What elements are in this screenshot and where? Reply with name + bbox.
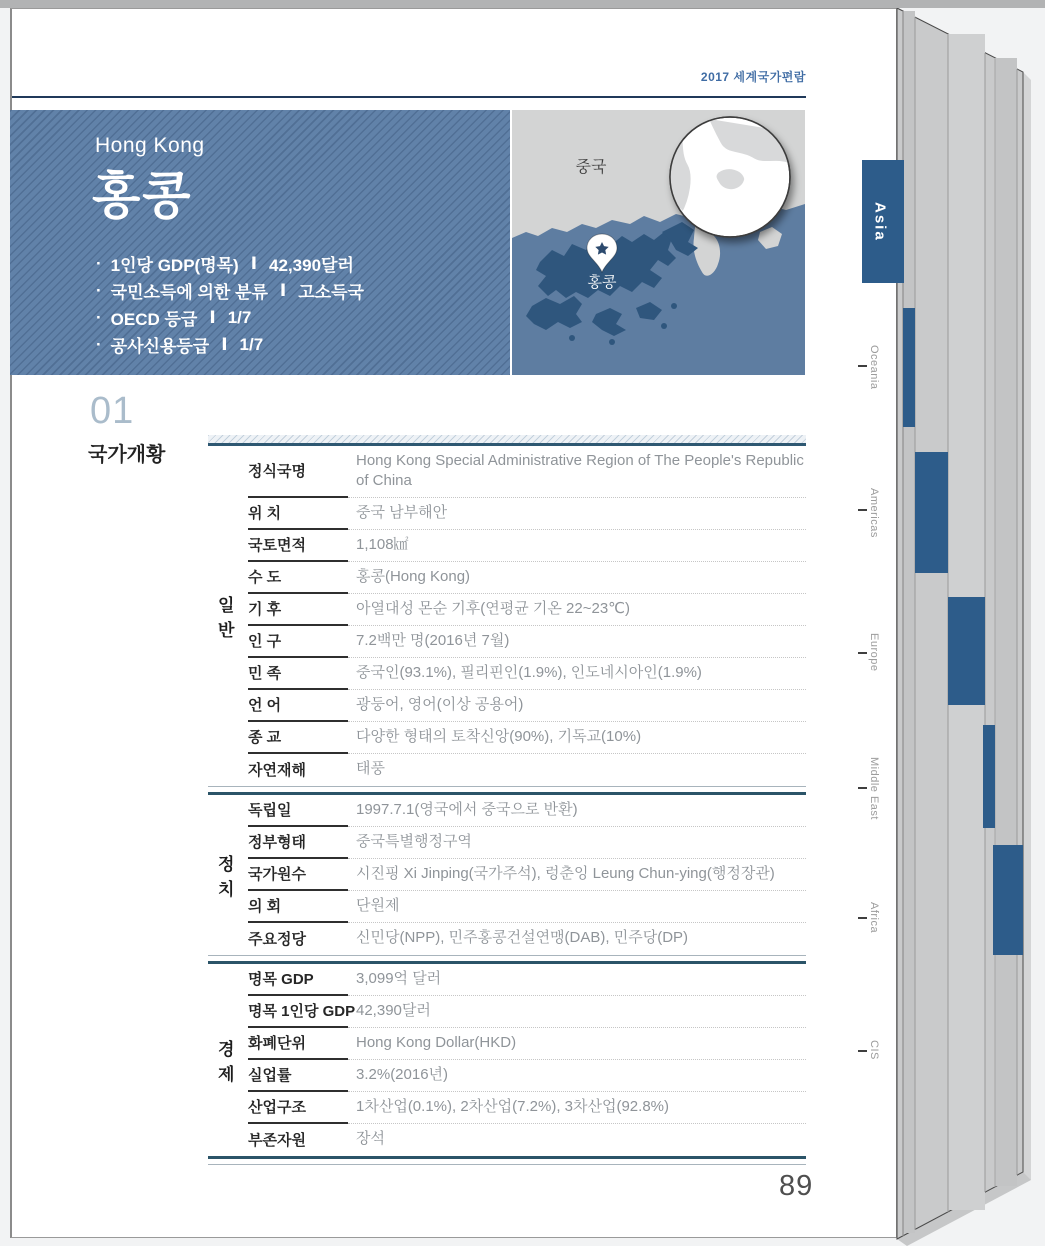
row-label: 실업률 — [248, 1060, 348, 1092]
table-row — [248, 562, 806, 594]
group-name: 일반 — [218, 595, 235, 640]
table-row — [248, 690, 806, 722]
row-label: 의 회 — [248, 891, 348, 923]
table-row — [248, 626, 806, 658]
table-row — [248, 996, 806, 1028]
row-label: 종 교 — [248, 722, 348, 754]
table-row — [248, 923, 806, 955]
row-value: 중국 남부해안 — [348, 498, 806, 530]
row-label: 주요정당 — [248, 931, 306, 948]
map-region-label: 중국 — [575, 159, 607, 176]
country-hero-banner — [10, 110, 510, 375]
bullet-icon: · — [96, 334, 102, 354]
row-value: 1차산업(0.1%), 2차산업(7.2%), 3차산업(92.8%) — [348, 1092, 806, 1124]
table-row — [248, 754, 806, 786]
table-group-economy — [208, 964, 806, 1156]
stat-value: 1/7 — [239, 334, 264, 354]
stat-value: 42,390달러 — [269, 256, 354, 275]
table-group-politics — [208, 795, 806, 955]
row-label: 정식국명 — [248, 446, 348, 498]
locator-map — [512, 110, 805, 375]
stat-value: 고소득국 — [298, 283, 364, 302]
row-value: 3,099억 달러 — [348, 964, 806, 996]
row-value: 1,108㎢ — [348, 530, 806, 562]
row-label: 수 도 — [248, 562, 348, 594]
group-separator — [208, 786, 806, 795]
row-value: 1997.7.1(영국에서 중국으로 반환) — [348, 795, 806, 827]
tab-asia-label: Asia — [871, 201, 889, 242]
row-value: 42,390달러 — [348, 996, 806, 1028]
row-value: 아열대성 몬순 기후(연평균 기온 22~23℃) — [348, 594, 806, 626]
stat-label: OECD 등급 — [110, 310, 198, 329]
table-row — [248, 594, 806, 626]
stat-label: 국민소득에 의한 분류 — [110, 283, 268, 302]
row-label: 부존자원 — [248, 1132, 306, 1149]
bullet-icon: · — [96, 307, 102, 327]
section-number: 01 — [90, 390, 135, 432]
tab-middle-east[interactable]: Middle East — [868, 757, 880, 820]
row-label: 언 어 — [248, 690, 348, 722]
nav-tick — [858, 917, 867, 919]
row-value: 신민당(NPP), 민주홍콩건설연맹(DAB), 민주당(DP) — [356, 929, 689, 947]
hero-stats-list — [96, 250, 364, 358]
row-value: 3.2%(2016년) — [348, 1060, 806, 1092]
tab-cis[interactable]: CIS — [868, 1040, 880, 1060]
row-label: 독립일 — [248, 795, 348, 827]
nav-tick — [858, 1050, 867, 1052]
row-label: 명목 GDP — [248, 964, 348, 996]
row-label: 기 후 — [248, 594, 348, 626]
divider-icon: Ⅰ — [250, 253, 258, 273]
row-label: 위 치 — [248, 498, 348, 530]
row-value: 중국인(93.1%), 필리핀인(1.9%), 인도네시아인(1.9%) — [348, 658, 806, 690]
table-row — [248, 498, 806, 530]
table-row — [248, 1092, 806, 1124]
row-label: 화폐단위 — [248, 1028, 348, 1060]
table-hatch-strip — [208, 435, 806, 443]
row-value: 단원제 — [348, 891, 806, 923]
group-name: 경제 — [218, 1039, 235, 1084]
section-title: 국가개황 — [88, 444, 166, 466]
tab-oceania[interactable]: Oceania — [868, 345, 880, 390]
row-label: 산업구조 — [248, 1092, 348, 1124]
country-name-en: Hong Kong — [95, 134, 205, 157]
row-label: 정부형태 — [248, 827, 348, 859]
row-value: 장석 — [356, 1130, 385, 1148]
row-value: 홍콩(Hong Kong) — [348, 562, 806, 594]
table-row — [248, 446, 806, 498]
table-row — [248, 964, 806, 996]
row-value: 중국특별행정구역 — [348, 827, 806, 859]
hero-stat-row — [96, 250, 364, 277]
group-separator — [208, 955, 806, 964]
row-label: 명목 1인당 GDP — [248, 996, 348, 1028]
row-label: 자연재해 — [248, 762, 306, 779]
nav-tick — [858, 652, 867, 654]
tab-europe[interactable]: Europe — [868, 633, 880, 672]
row-value: Hong Kong Dollar(HKD) — [348, 1028, 806, 1060]
row-value: 광둥어, 영어(이상 공용어) — [348, 690, 806, 722]
row-label: 국토면적 — [248, 530, 348, 562]
country-name-ko: 홍콩 — [92, 168, 193, 224]
row-label: 민 족 — [248, 658, 348, 690]
running-header: 2017 세계국가편람 — [700, 70, 806, 84]
table-row — [248, 722, 806, 754]
stat-label: 1인당 GDP(명목) — [110, 256, 239, 275]
nav-tick — [858, 509, 867, 511]
divider-icon: Ⅰ — [209, 307, 216, 327]
stat-value: 1/7 — [227, 307, 252, 327]
table-row — [248, 1028, 806, 1060]
nav-tick — [858, 365, 867, 367]
table-row — [248, 1124, 806, 1156]
table-row — [248, 530, 806, 562]
group-name: 정치 — [218, 854, 235, 899]
header-rule — [12, 96, 806, 98]
row-value: 7.2백만 명(2016년 7월) — [348, 626, 806, 658]
book-fore-edge — [895, 0, 1040, 1246]
row-label: 국가원수 — [248, 859, 348, 891]
bullet-icon: · — [96, 253, 102, 273]
hero-stat-row — [96, 304, 364, 331]
divider-icon: Ⅰ — [221, 334, 228, 354]
table-row — [248, 859, 806, 891]
table-row — [248, 658, 806, 690]
table-bottom-rule — [208, 1156, 806, 1165]
row-value: Hong Kong Special Administrative Region of The People's Republic of China — [348, 446, 806, 498]
divider-icon: Ⅰ — [279, 280, 287, 300]
country-overview-table — [208, 435, 806, 1165]
row-label: 인 구 — [248, 626, 348, 658]
hero-stat-row — [96, 277, 364, 304]
table-row — [248, 891, 806, 923]
tab-asia[interactable] — [862, 160, 898, 283]
row-value: 다양한 형태의 토착신앙(90%), 기독교(10%) — [348, 722, 806, 754]
stat-label: 공사신용등급 — [110, 337, 210, 356]
hero-stat-row — [96, 331, 364, 358]
tab-americas[interactable]: Americas — [868, 488, 880, 538]
row-value: 태풍 — [356, 760, 385, 778]
map-marker-label: 홍콩 — [587, 274, 617, 291]
tab-africa[interactable]: Africa — [868, 902, 880, 934]
row-value: 시진핑 Xi Jinping(국가주석), 렁춘잉 Leung Chun-ying(행정장관) — [348, 859, 806, 891]
table-row — [248, 1060, 806, 1092]
page-number: 89 — [779, 1170, 814, 1202]
photo-bottom-edge — [0, 0, 1045, 8]
nav-tick — [858, 787, 867, 789]
table-group-general — [208, 446, 806, 786]
table-row — [248, 827, 806, 859]
table-row — [248, 795, 806, 827]
bullet-icon: · — [96, 280, 102, 300]
